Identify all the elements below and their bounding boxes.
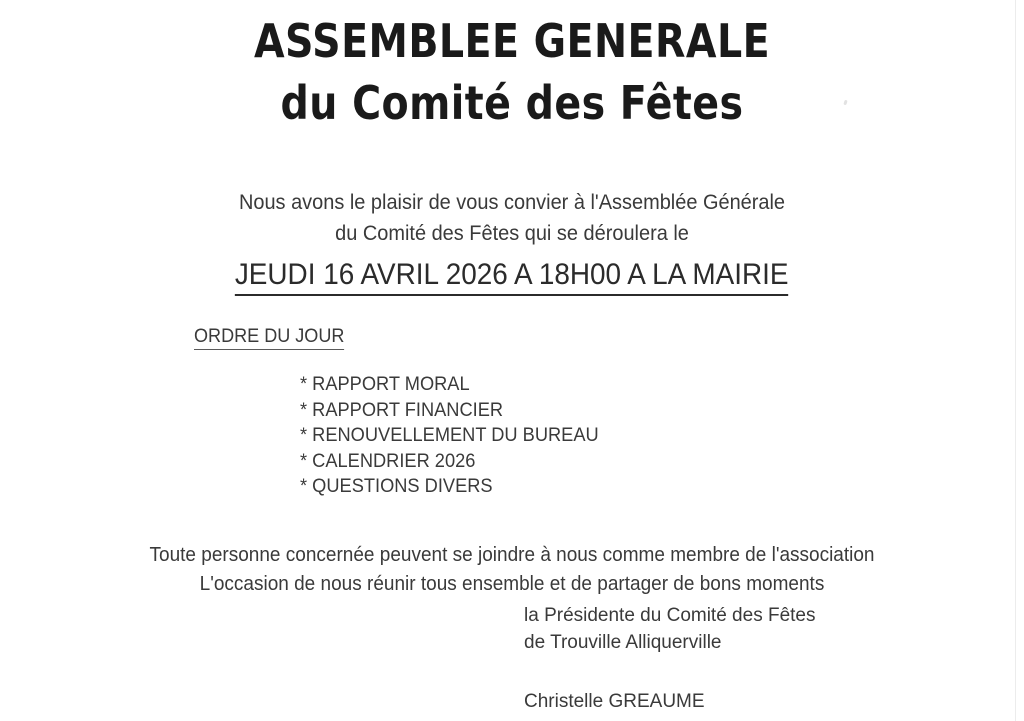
agenda-heading-text: ORDRE DU JOUR: [194, 325, 344, 350]
meeting-date-text: JEUDI 16 AVRIL 2026 A 18H00 A LA MAIRIE: [235, 258, 789, 296]
signature-name: Christelle GREAUME: [524, 691, 705, 712]
flyer-title-line-2: du Comité des Fêtes: [280, 76, 744, 130]
flyer-title-line-1: ASSEMBLEE GENERALE: [253, 14, 771, 68]
meeting-date-heading: [0, 258, 1024, 296]
closing-paragraph: [26, 541, 999, 599]
invitation-paragraph: [26, 187, 999, 249]
signature-role-line-1: la Présidente du Comité des Fêtes: [524, 605, 816, 626]
agenda-item: * RENOUVELLEMENT DU BUREAU: [300, 425, 599, 446]
agenda-item: * RAPPORT MORAL: [300, 374, 470, 395]
signature-block: [524, 602, 816, 715]
agenda-item: * RAPPORT FINANCIER: [300, 399, 504, 421]
invitation-line-2: du Comité des Fêtes qui se déroulera le: [335, 222, 689, 245]
agenda-list: [300, 372, 611, 500]
invitation-line-1: Nous avons le plaisir de vous convier à l'Assemblée Générale: [238, 191, 786, 214]
agenda-item: * CALENDRIER 2026: [300, 450, 476, 472]
agenda-heading: [194, 325, 352, 350]
closing-line-1: Toute personne concernée peuvent se joindre à nous comme membre de l'association: [149, 544, 875, 566]
agenda-item: * QUESTIONS DIVERS: [300, 476, 493, 497]
flyer-masthead: [0, 14, 1024, 130]
signature-role-line-2: de Trouville Alliquerville: [524, 632, 722, 653]
closing-line-2: L'occasion de nous réunir tous ensemble et de partager de bons moments: [199, 573, 825, 595]
